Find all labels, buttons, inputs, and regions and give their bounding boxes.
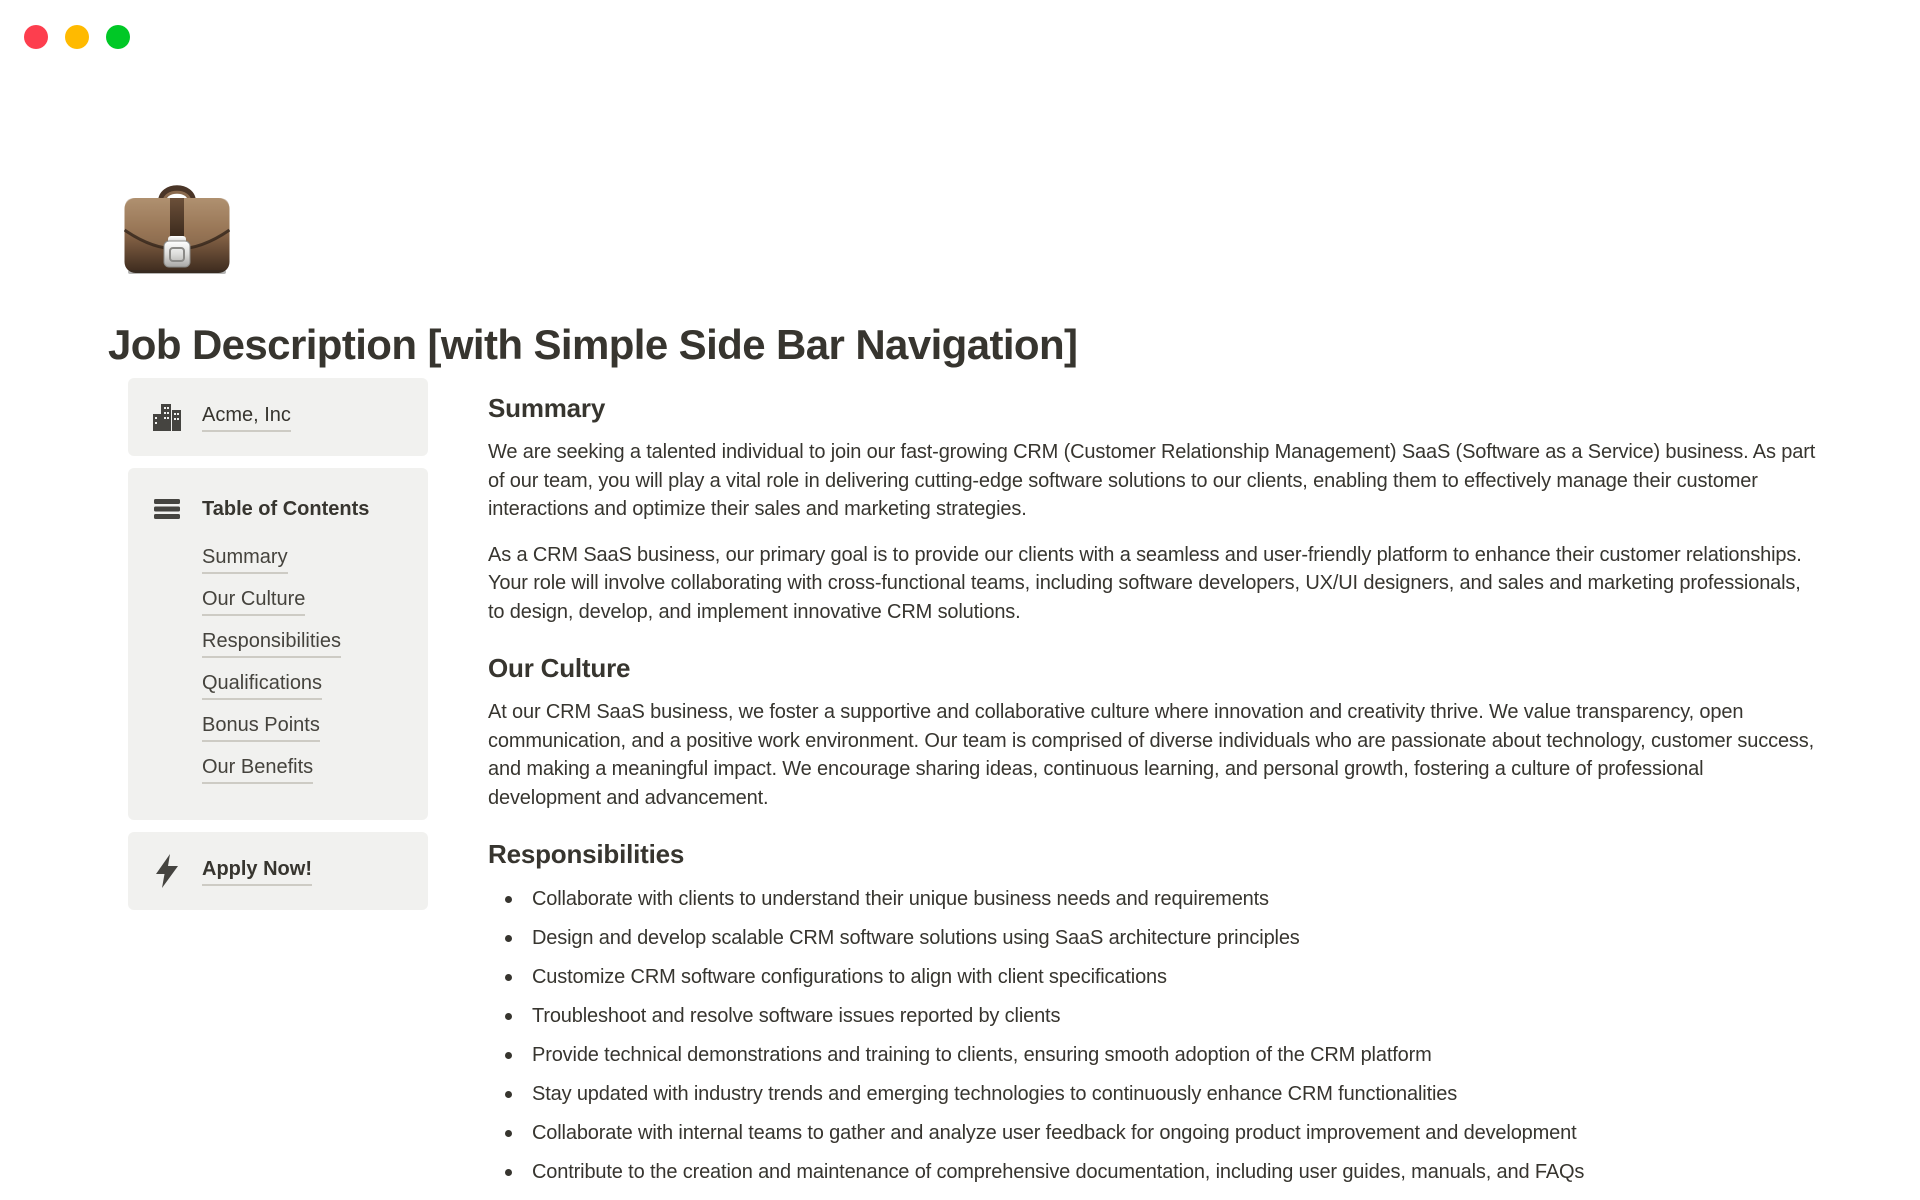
toc-link-bonus-points[interactable]: Bonus Points bbox=[202, 714, 320, 742]
list-item: Design and develop scalable CRM software solutions using SaaS architecture principles bbox=[488, 919, 1820, 958]
our-culture-heading: Our Culture bbox=[488, 653, 631, 683]
office-building-icon bbox=[152, 400, 182, 434]
list-item: Customize CRM software configurations to align with client specifications bbox=[488, 958, 1820, 997]
our-culture-paragraph: At our CRM SaaS business, we foster a supportive and collaborative culture where innovation and creativity thrive. We value transparency, open communication, and a positive work environment. Our team is comprised of diverse individuals who are passionate about technology, customer success, and making a meaningful impact. We encourage sharing ideas, continuous learning, and personal growth, fostering a culture of professional development and advancement. bbox=[488, 701, 1815, 809]
document-body bbox=[488, 392, 1820, 1192]
section-summary bbox=[488, 392, 1820, 626]
section-our-culture bbox=[488, 652, 1820, 812]
window-controls bbox=[24, 25, 130, 49]
list-item: Stay updated with industry trends and emerging technologies to continuously enhance CRM functionalities bbox=[488, 1075, 1820, 1114]
toc-link-our-culture[interactable]: Our Culture bbox=[202, 588, 305, 616]
summary-paragraph: We are seeking a talented individual to join our fast-growing CRM (Customer Relationship Management) SaaS (Software as a Service) business. As part of our team, you will play a vital role in delivering cutting-edge software solutions to our clients, enabling them to effectively manage their customer interactions and optimize their sales and marketing strategies. bbox=[488, 441, 1816, 520]
summary-heading: Summary bbox=[488, 393, 606, 423]
toc-link-qualifications[interactable]: Qualifications bbox=[202, 672, 322, 700]
zoom-button[interactable] bbox=[106, 25, 130, 49]
page-title: Job Description [with Simple Side Bar Navigation] bbox=[108, 321, 1078, 369]
toc-header bbox=[152, 492, 404, 526]
summary-paragraph: As a CRM SaaS business, our primary goal is to provide our clients with a seamless and user-friendly platform to enhance their customer relationships. Your role will involve collaborating with cross-functional teams, including software developers, UX/UI designers, and sales and marketing professionals, to design, develop, and implement innovative CRM solutions. bbox=[488, 543, 1802, 623]
company-link[interactable]: Acme, Inc bbox=[202, 403, 291, 432]
apply-now-card[interactable] bbox=[128, 832, 428, 910]
company-card[interactable] bbox=[128, 378, 428, 456]
menu-list-icon bbox=[152, 492, 182, 526]
toc-link-responsibilities[interactable]: Responsibilities bbox=[202, 630, 341, 658]
apply-now-link[interactable]: Apply Now! bbox=[202, 857, 312, 886]
toc-title: Table of Contents bbox=[202, 498, 370, 520]
close-button[interactable] bbox=[24, 25, 48, 49]
briefcase-icon[interactable] bbox=[124, 178, 230, 275]
list-item: Collaborate with clients to understand their unique business needs and requirements bbox=[488, 880, 1820, 919]
toc-link-our-benefits[interactable]: Our Benefits bbox=[202, 756, 313, 784]
toc-link-summary[interactable]: Summary bbox=[202, 546, 288, 574]
responsibilities-list bbox=[488, 880, 1820, 1192]
sidebar bbox=[128, 378, 428, 910]
toc-links bbox=[202, 532, 404, 784]
list-item: Provide technical demonstrations and training to clients, ensuring smooth adoption of the CRM platform bbox=[488, 1036, 1820, 1075]
table-of-contents-card bbox=[128, 468, 428, 820]
list-item: Troubleshoot and resolve software issues reported by clients bbox=[488, 997, 1820, 1036]
responsibilities-heading: Responsibilities bbox=[488, 839, 685, 869]
list-item: Contribute to the creation and maintenance of comprehensive documentation, including user guides, manuals, and FAQs bbox=[488, 1153, 1820, 1192]
list-item: Collaborate with internal teams to gather and analyze user feedback for ongoing product improvement and development bbox=[488, 1114, 1820, 1153]
section-responsibilities bbox=[488, 838, 1820, 1192]
lightning-icon bbox=[152, 854, 182, 888]
minimize-button[interactable] bbox=[65, 25, 89, 49]
